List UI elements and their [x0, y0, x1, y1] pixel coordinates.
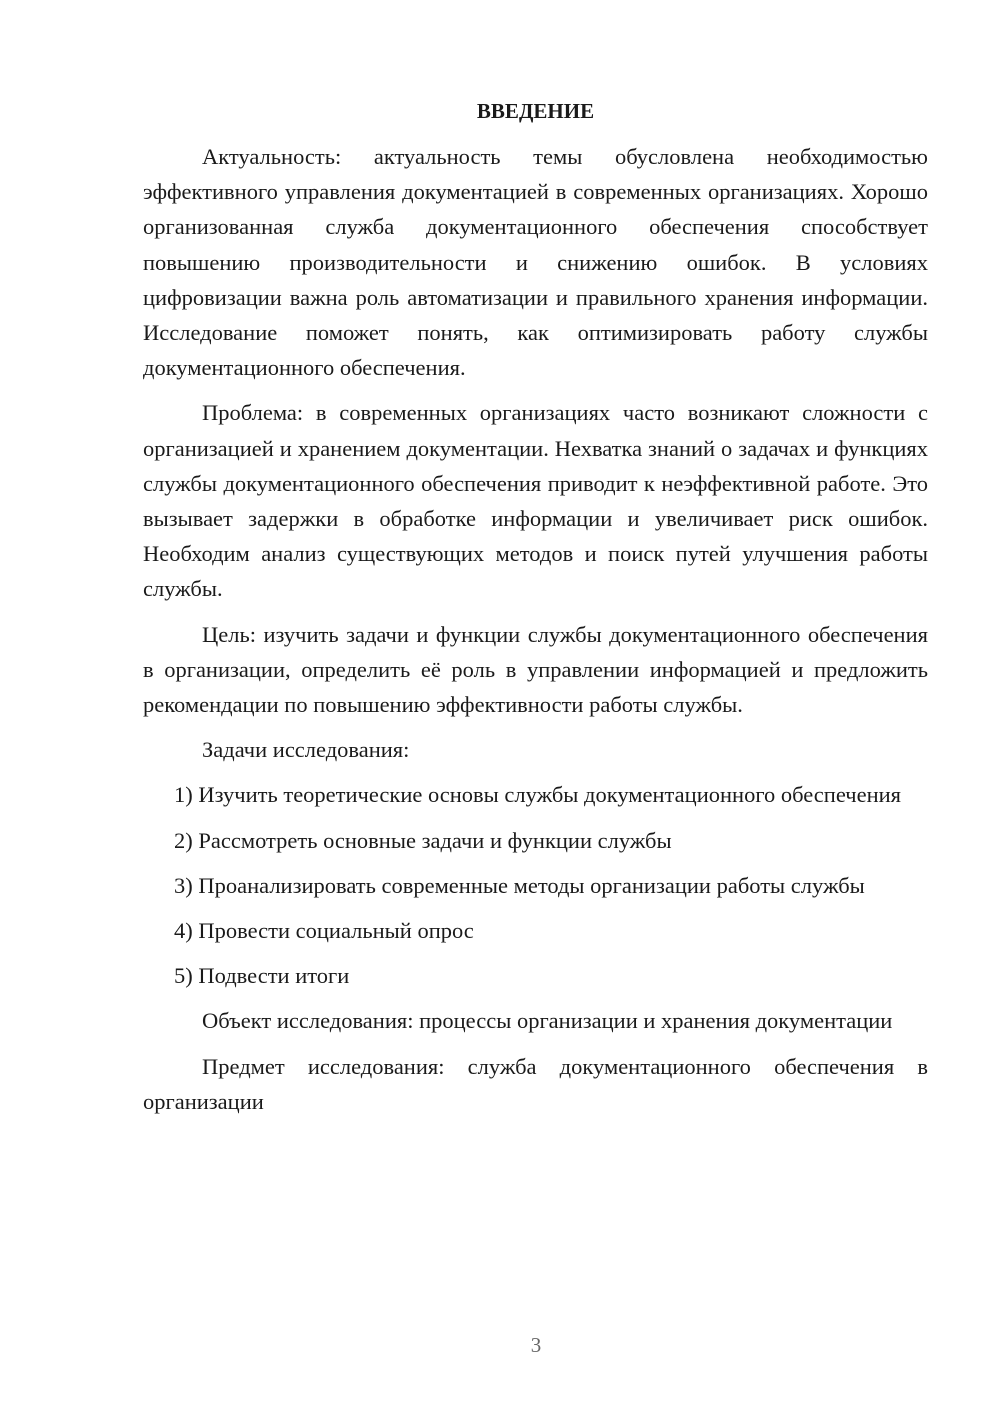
tasks-heading: Задачи исследования:	[202, 737, 410, 763]
task-item: 1) Изучить теоретические основы службы документационного обеспечения	[174, 782, 901, 808]
object-paragraph: Объект исследования: процессы организации и хранения документации	[202, 1008, 893, 1034]
task-item: 4) Провести социальный опрос	[174, 918, 474, 944]
task-item: 2) Рассмотреть основные задачи и функции службы	[174, 827, 672, 853]
task-item: 5) Подвести итоги	[174, 963, 350, 989]
problem-paragraph: Проблема: в современных организациях часто возникают сложности с организацией и хранением документации. Нехватка знаний о задачах и функциях службы документационного обеспечения приводит к неэффективной работе. Это вызывает задержки в обработке информации и увеличивает риск ошибок. Необходим анализ существующих методов и поиск путей улучшения работы службы.	[143, 400, 928, 602]
goal-paragraph: Цель: изучить задачи и функции службы документационного обеспечения в организации, определить её роль в управлении информацией и предложить рекомендации по повышению эффективности работы службы.	[143, 621, 928, 718]
relevance-paragraph: Актуальность: актуальность темы обусловлена необходимостью эффективного управления документацией в современных организациях. Хорошо организованная служба документационного обеспечения способствует повышению производительности и снижению ошибок. В условиях цифровизации важна роль автоматизации и правильного хранения информации. Исследование поможет понять, как оптимизировать работу службы документационного обеспечения.	[143, 144, 928, 381]
page-number: 3	[530, 1333, 542, 1357]
subject-paragraph: Предмет исследования: служба документационного обеспечения в организации	[143, 1053, 928, 1114]
task-item: 3) Проанализировать современные методы организации работы службы	[174, 872, 865, 898]
page-content	[143, 94, 928, 1129]
page-title: ВВЕДЕНИЕ	[476, 99, 595, 123]
